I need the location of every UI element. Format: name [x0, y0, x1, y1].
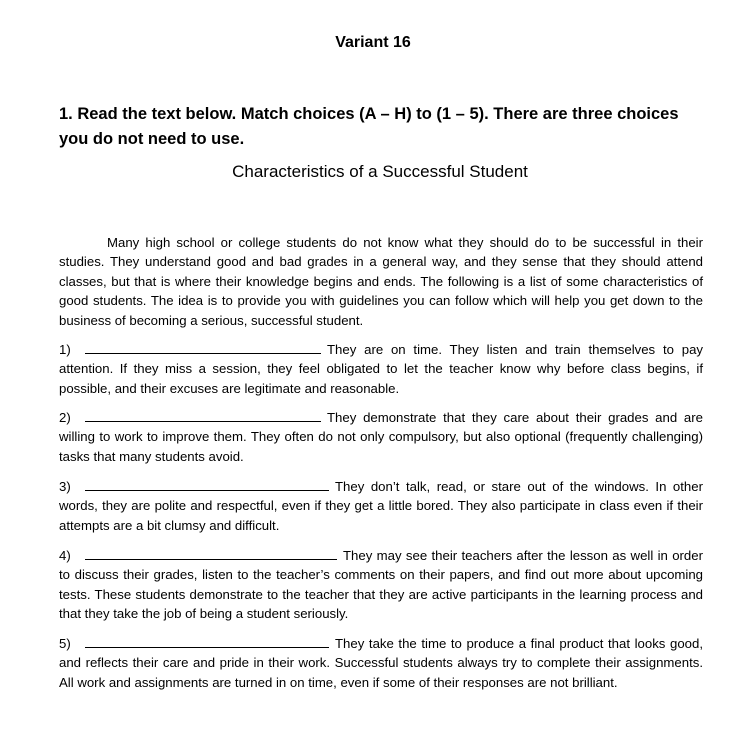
item-text: They don’t talk, read, or stare out of the windows. In other words, they are polite and respectful, even if they get a little bored. They also participate in class even if their attempts are a bit clumsy and difficult.: [59, 479, 703, 533]
item-3: [59, 477, 703, 535]
item-text: They take the time to produce a final product that looks good, and reflects their care and pride in their work. Successful students always try to complete their assignments. All work and assignments are turned in on time, even if some of their responses are not brilliant.: [59, 636, 703, 690]
answer-blank[interactable]: [85, 636, 329, 648]
item-1: [59, 340, 703, 398]
item-number: 1): [59, 342, 71, 357]
item-number: 5): [59, 636, 71, 651]
answer-blank[interactable]: [85, 548, 337, 560]
item-number: 3): [59, 479, 71, 494]
answer-blank[interactable]: [85, 410, 321, 422]
item-number: 4): [59, 548, 71, 563]
item-5: [59, 634, 703, 692]
answer-blank[interactable]: [85, 342, 321, 354]
item-text: They demonstrate that they care about their grades and are willing to work to improve them. They often do not only compulsory, but also optional (frequently challenging) tasks that many students avoid.: [59, 410, 703, 464]
item-4: [59, 546, 703, 624]
variant-heading: Variant 16: [335, 34, 411, 51]
document-title: Characteristics of a Successful Student: [232, 162, 528, 181]
item-text: They may see their teachers after the lesson as well in order to discuss their grades, listen to the teacher’s comments on their papers, and find out more about upcoming tests. These students demonstrate to the teacher that they are active participants in the learning process and that they take the job of being a student seriously.: [59, 548, 703, 622]
intro-paragraph: Many high school or college students do not know what they should do to be successful in their studies. They understand good and bad grades in a general way, and they sense that they should attend classes, but that is where their knowledge begins and ends. The following is a list of some characteristics of good students. The idea is to provide you with guidelines you can follow which will help you get down to the business of becoming a serious, successful student.: [59, 235, 703, 328]
task-instruction: 1. Read the text below. Match choices (A – H) to (1 – 5). There are three choices you do not need to use.: [59, 105, 679, 148]
item-2: [59, 408, 703, 466]
item-number: 2): [59, 410, 71, 425]
answer-blank[interactable]: [85, 479, 329, 491]
item-text: They are on time. They listen and train themselves to pay attention. If they miss a session, they feel obligated to let the teacher know why before class begins, if possible, and their excuses are legitimate and reasonable.: [59, 342, 703, 396]
